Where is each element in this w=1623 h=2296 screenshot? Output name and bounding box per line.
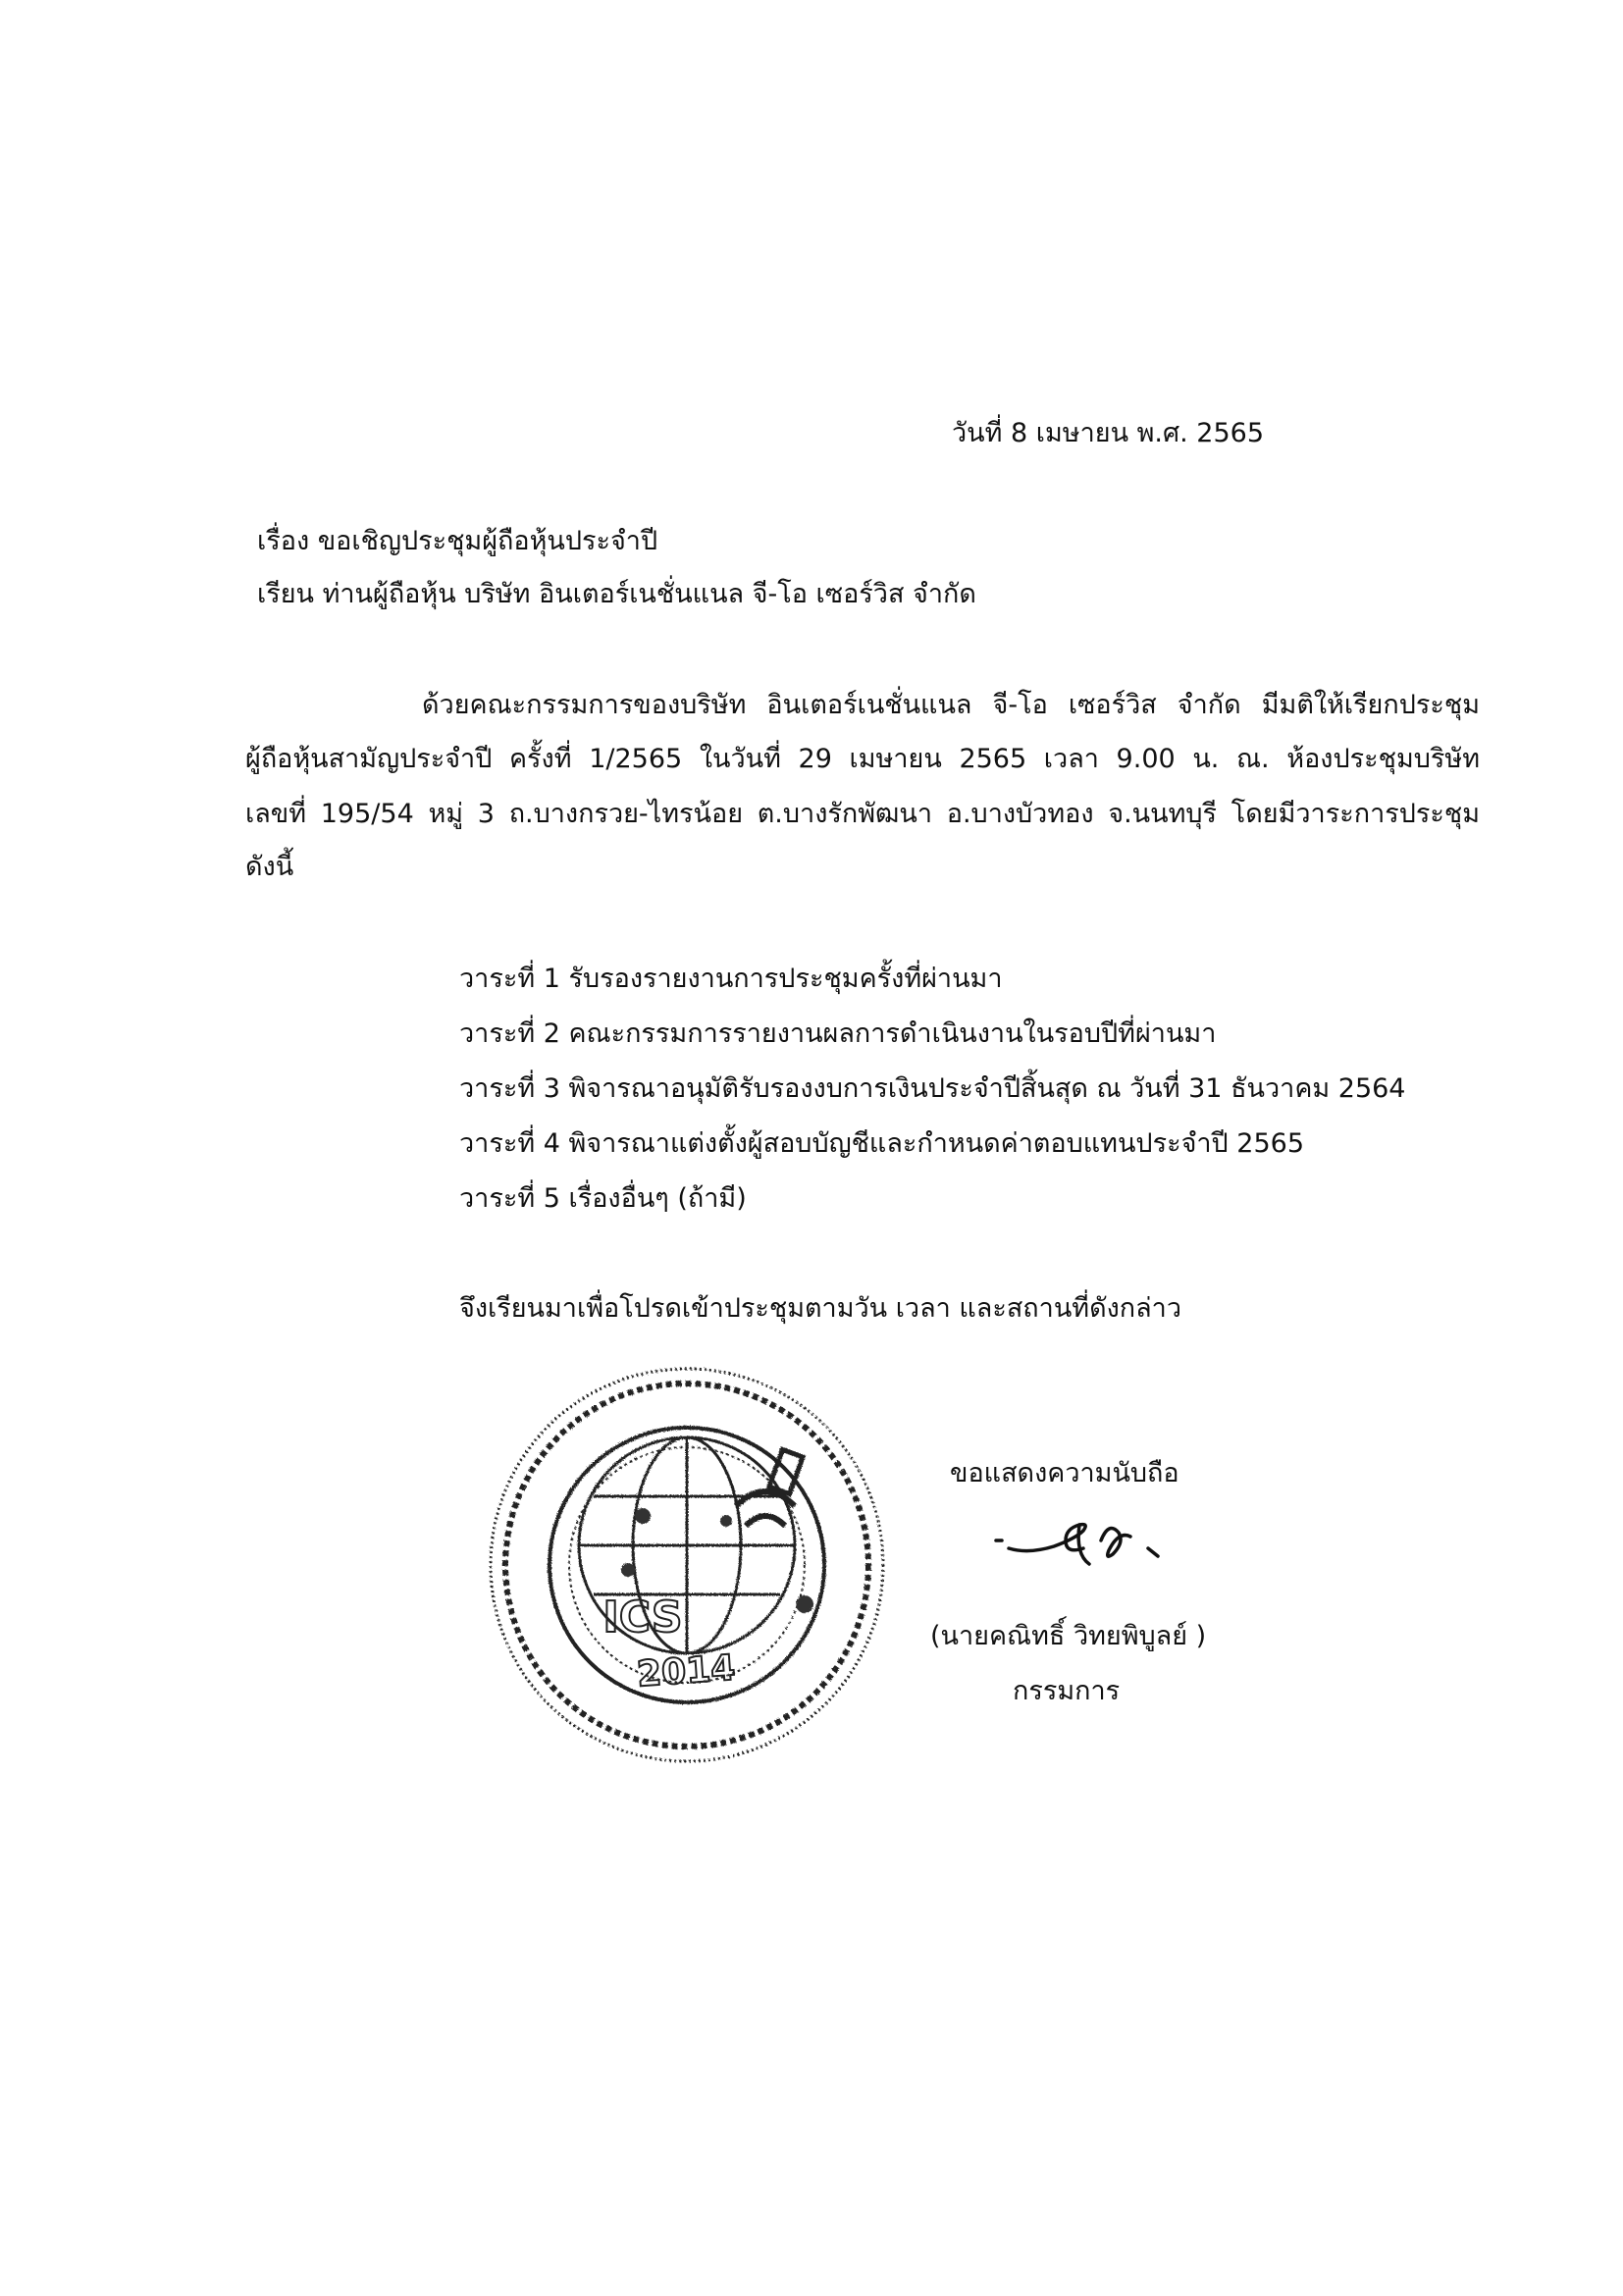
- closing-invite: จึงเรียนมาเพื่อโปรดเข้าประชุมตามวัน เวลา และสถานที่ดังกล่าว: [459, 1293, 1182, 1324]
- letter-date: วันที่ 8 เมษายน พ.ศ. 2565: [952, 418, 1265, 448]
- letter-subject: เรื่อง ขอเชิญประชุมผู้ถือหุ้นประจำปี: [257, 526, 658, 556]
- signer-name: (นายคณิทธิ์ วิทยพิบูลย์ ): [930, 1621, 1207, 1651]
- agenda-item: วาระที่ 1 รับรองรายงานการประชุมครั้งที่ผ่านมา: [459, 964, 1003, 994]
- signature: [991, 1501, 1178, 1580]
- agenda-item: วาระที่ 3 พิจารณาอนุมัติรับรองงบการเงินประจำปีสิ้นสุด ณ วันที่ 31 ธันวาคม 2564: [459, 1073, 1406, 1104]
- agenda-item: วาระที่ 4 พิจารณาแต่งตั้งผู้สอบบัญชีและกำหนดค่าตอบแทนประจำปี 2565: [459, 1128, 1304, 1159]
- body-line-1: ด้วยคณะกรรมการของบริษัท อินเตอร์เนชั่นแนล จี-โอ เซอร์วิส จำกัด มีมติให้เรียกประชุม: [422, 690, 1480, 720]
- body-line-2: ผู้ถือหุ้นสามัญประจำปี ครั้งที่ 1/2565 ในวันที่ 29 เมษายน 2565 เวลา 9.00 น. ณ. ห้องประชุมบริษัท: [245, 744, 1480, 774]
- body-line-3: เลขที่ 195/54 หมู่ 3 ถ.บางกรวย-ไทรน้อย ต.บางรักพัฒนา อ.บางบัวทอง จ.นนทบุรี โดยมีวาระการประชุม: [245, 799, 1480, 829]
- seal-logo-text: ICS: [602, 1592, 683, 1643]
- letter-recipient: เรียน ท่านผู้ถือหุ้น บริษัท อินเตอร์เนชั่นแนล จี-โอ เซอร์วิส จำกัด: [257, 579, 976, 609]
- agenda-item: วาระที่ 5 เรื่องอื่นๆ (ถ้ามี): [459, 1183, 747, 1214]
- closing-regards: ขอแสดงความนับถือ: [950, 1458, 1179, 1488]
- agenda-item: วาระที่ 2 คณะกรรมการรายงานผลการดำเนินงานในรอบปีที่ผ่านมา: [459, 1018, 1217, 1049]
- body-line-4: ดังนี้: [245, 852, 294, 882]
- seal-year: 2014: [635, 1647, 737, 1696]
- company-seal: [481, 1359, 893, 1771]
- signer-title: กรรมการ: [1013, 1676, 1121, 1706]
